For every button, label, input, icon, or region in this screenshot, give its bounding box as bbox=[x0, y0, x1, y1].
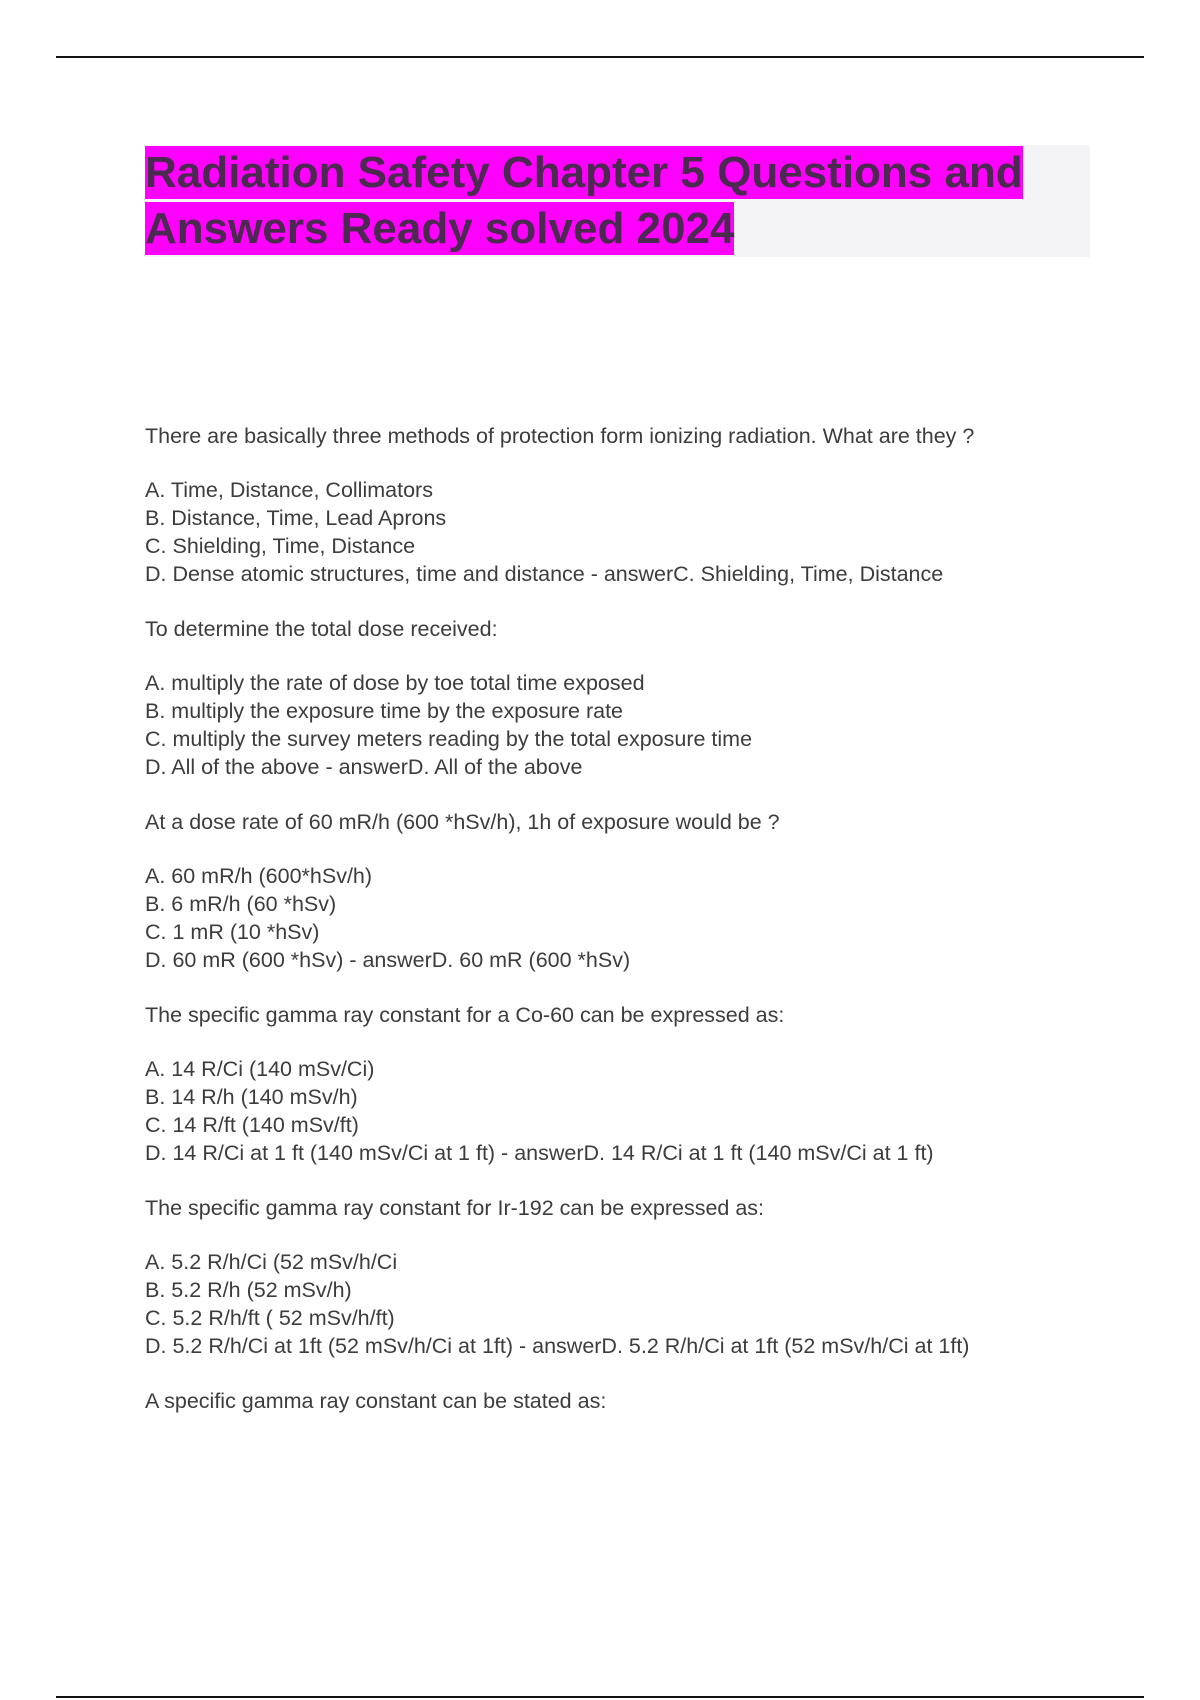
question-block-6 bbox=[145, 1387, 1105, 1415]
question-block-3 bbox=[145, 808, 1105, 974]
question-block-1 bbox=[145, 422, 1105, 588]
question-text: There are basically three methods of protection form ionizing radiation. What are they ? bbox=[145, 424, 975, 448]
option-d-answer: D. 5.2 R/h/Ci at 1ft (52 mSv/h/Ci at 1ft) - answerD. 5.2 R/h/Ci at 1ft (52 mSv/h/Ci at 1ft) bbox=[145, 1334, 970, 1358]
question-block-5 bbox=[145, 1194, 1105, 1360]
option-a: A. multiply the rate of dose by toe total time exposed bbox=[145, 671, 645, 695]
option-d-answer: D. 14 R/Ci at 1 ft (140 mSv/Ci at 1 ft) - answerD. 14 R/Ci at 1 ft (140 mSv/Ci at 1 ft) bbox=[145, 1141, 934, 1165]
option-d-answer: D. 60 mR (600 *hSv) - answerD. 60 mR (600 *hSv) bbox=[145, 948, 631, 972]
question-block-4 bbox=[145, 1001, 1105, 1167]
option-b: B. 6 mR/h (60 *hSv) bbox=[145, 892, 337, 916]
question-text: The specific gamma ray constant for Ir-192 can be expressed as: bbox=[145, 1196, 765, 1220]
question-text: A specific gamma ray constant can be stated as: bbox=[145, 1389, 607, 1413]
top-rule bbox=[56, 56, 1144, 58]
question-text: To determine the total dose received: bbox=[145, 617, 498, 641]
option-a: A. Time, Distance, Collimators bbox=[145, 478, 433, 502]
option-a: A. 5.2 R/h/Ci (52 mSv/h/Ci bbox=[145, 1250, 398, 1274]
question-list bbox=[145, 422, 1105, 1442]
option-c: C. multiply the survey meters reading by the total exposure time bbox=[145, 727, 753, 751]
option-d-answer: D. All of the above - answerD. All of the above bbox=[145, 755, 583, 779]
title-block bbox=[145, 145, 1090, 257]
question-text: At a dose rate of 60 mR/h (600 *hSv/h), 1h of exposure would be ? bbox=[145, 810, 780, 834]
option-c: C. Shielding, Time, Distance bbox=[145, 534, 416, 558]
option-b: B. multiply the exposure time by the exposure rate bbox=[145, 699, 624, 723]
option-b: B. Distance, Time, Lead Aprons bbox=[145, 506, 447, 530]
option-c: C. 5.2 R/h/ft ( 52 mSv/h/ft) bbox=[145, 1306, 395, 1330]
options-list bbox=[145, 862, 1105, 974]
options-list bbox=[145, 1055, 1105, 1167]
document-title bbox=[145, 145, 1090, 257]
option-a: A. 14 R/Ci (140 mSv/Ci) bbox=[145, 1057, 375, 1081]
option-a: A. 60 mR/h (600*hSv/h) bbox=[145, 864, 373, 888]
option-b: B. 5.2 R/h (52 mSv/h) bbox=[145, 1278, 352, 1302]
document-title-text: Radiation Safety Chapter 5 Questions and Answers Ready solved 2024 bbox=[145, 148, 1023, 253]
options-list bbox=[145, 669, 1105, 781]
option-d-answer: D. Dense atomic structures, time and distance - answerC. Shielding, Time, Distance bbox=[145, 562, 944, 586]
option-c: C. 14 R/ft (140 mSv/ft) bbox=[145, 1113, 359, 1137]
option-b: B. 14 R/h (140 mSv/h) bbox=[145, 1085, 358, 1109]
option-c: C. 1 mR (10 *hSv) bbox=[145, 920, 320, 944]
options-list bbox=[145, 476, 1105, 588]
question-block-2 bbox=[145, 615, 1105, 781]
options-list bbox=[145, 1248, 1105, 1360]
question-text: The specific gamma ray constant for a Co-60 can be expressed as: bbox=[145, 1003, 785, 1027]
bottom-rule bbox=[56, 1696, 1144, 1698]
